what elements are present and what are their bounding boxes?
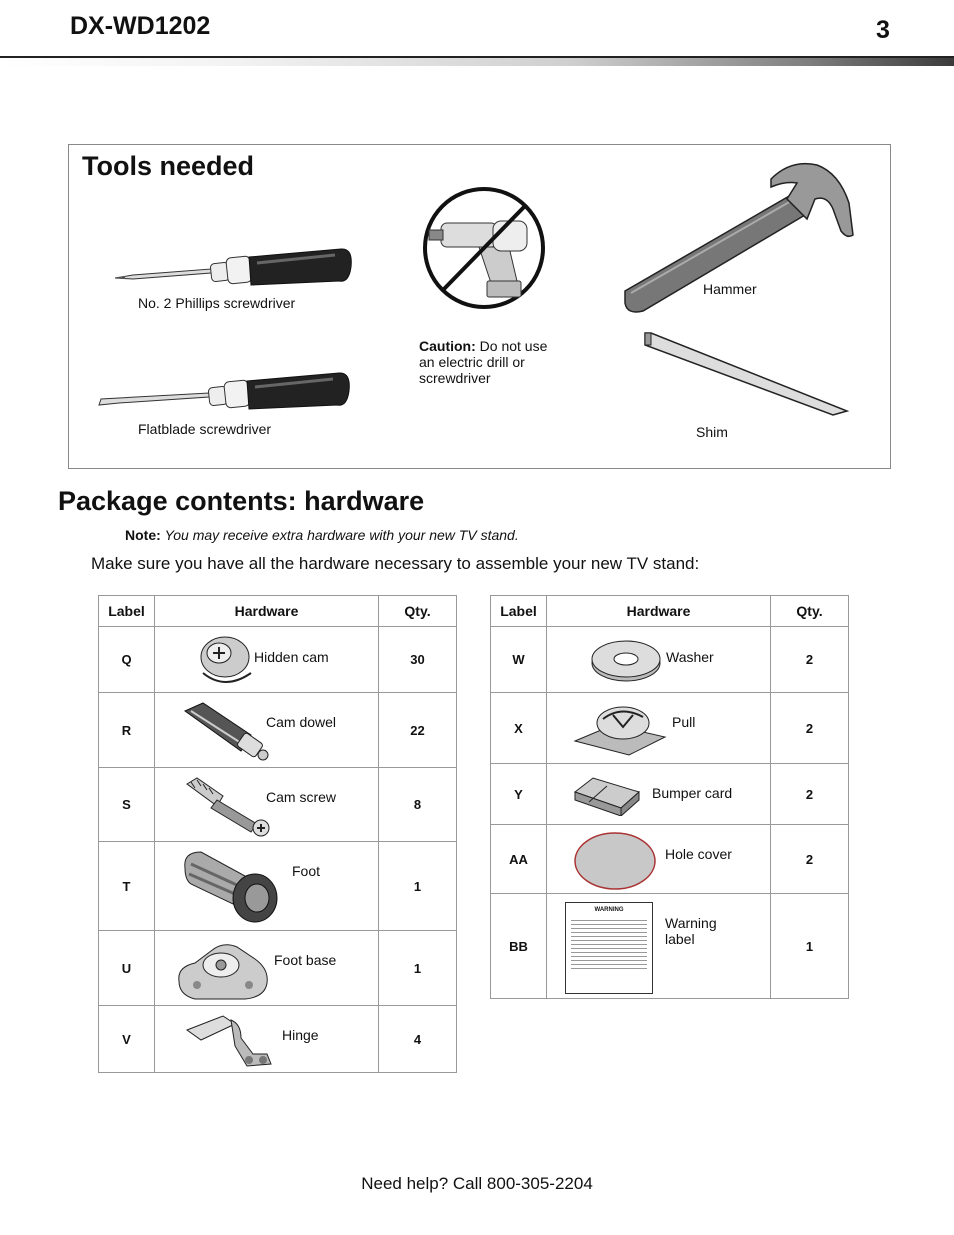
hardware-name: Hidden cam	[254, 649, 329, 665]
row-qty: 22	[379, 693, 457, 768]
row-hardware	[155, 842, 379, 931]
warning-label-icon	[565, 902, 653, 994]
page-number: 3	[876, 16, 890, 44]
col-hardware-header: Hardware	[547, 596, 771, 627]
row-qty: 1	[379, 842, 457, 931]
row-qty: 30	[379, 627, 457, 693]
warning-label-lines	[571, 917, 647, 969]
cam-dowel-icon	[181, 699, 271, 763]
row-qty: 2	[771, 764, 849, 825]
row-hardware	[547, 894, 771, 999]
hardware-name: Washer	[666, 649, 714, 665]
page-header-model: DX-WD1202	[70, 12, 211, 40]
row-qty: 2	[771, 825, 849, 894]
row-label: R	[99, 693, 155, 768]
row-qty: 8	[379, 768, 457, 842]
hammer-label: Hammer	[703, 281, 757, 297]
caution-bold: Caution:	[419, 338, 476, 354]
row-hardware	[155, 931, 379, 1006]
hardware-name: Cam dowel	[266, 714, 337, 730]
table-row	[99, 842, 457, 931]
row-label: V	[99, 1006, 155, 1073]
shim-icon	[643, 331, 849, 417]
hardware-name: Pull	[672, 714, 696, 730]
hardware-name: Foot base	[274, 952, 337, 968]
table-row	[99, 627, 457, 693]
row-hardware	[547, 825, 771, 894]
warning-label-heading: WARNING	[594, 907, 624, 913]
row-hardware	[155, 693, 379, 768]
col-qty-header: Qty.	[771, 596, 849, 627]
row-hardware	[155, 1006, 379, 1073]
col-hardware-header: Hardware	[155, 596, 379, 627]
row-label: BB	[491, 894, 547, 999]
col-label-header: Label	[99, 596, 155, 627]
caution-text	[419, 338, 554, 386]
bumper-card-icon	[573, 770, 643, 816]
row-hardware	[547, 627, 771, 693]
table-row	[99, 931, 457, 1006]
row-qty: 1	[771, 894, 849, 999]
table-row	[99, 1006, 457, 1073]
row-label: X	[491, 693, 547, 764]
row-qty: 4	[379, 1006, 457, 1073]
hardware-table-right	[490, 595, 849, 999]
hole-cover-icon	[573, 829, 657, 891]
footer-help: Need help? Call 800-305-2204	[361, 1174, 593, 1193]
row-qty: 2	[771, 627, 849, 693]
shim-label: Shim	[696, 424, 728, 440]
row-label: T	[99, 842, 155, 931]
row-label: S	[99, 768, 155, 842]
hardware-name: Hole cover	[665, 846, 732, 862]
table-row	[491, 627, 849, 693]
flatblade-screwdriver-icon	[97, 365, 359, 415]
package-contents-title: Package contents: hardware	[58, 486, 425, 516]
caution-body: Do not use an electric drill or screwdriver	[419, 338, 548, 386]
note	[125, 527, 519, 543]
row-hardware	[155, 768, 379, 842]
row-label: U	[99, 931, 155, 1006]
phillips-screwdriver-icon	[111, 241, 361, 291]
table-row	[491, 894, 849, 999]
row-qty: 2	[771, 693, 849, 764]
hardware-name: Bumper card	[652, 785, 733, 801]
col-qty-header: Qty.	[379, 596, 457, 627]
intro-text: Make sure you have all the hardware necessary to assemble your new TV stand:	[91, 554, 700, 573]
foot-icon	[181, 848, 281, 926]
no-drill-icon	[421, 185, 547, 311]
hardware-name: Hinge	[282, 1027, 319, 1043]
tools-needed-box	[68, 144, 891, 469]
row-hardware	[155, 627, 379, 693]
col-label-header: Label	[491, 596, 547, 627]
hardware-name: Foot	[292, 863, 321, 879]
tools-title: Tools needed	[82, 151, 255, 181]
table-header-row	[491, 596, 849, 627]
pull-icon	[573, 701, 669, 759]
cam-screw-icon	[183, 774, 275, 838]
table-row	[99, 768, 457, 842]
table-row	[491, 764, 849, 825]
hardware-table-left	[98, 595, 457, 1073]
phillips-label: No. 2 Phillips screwdriver	[138, 295, 296, 311]
table-row	[491, 693, 849, 764]
table-row	[491, 825, 849, 894]
hardware-name: Cam screw	[266, 789, 337, 805]
row-hardware	[547, 764, 771, 825]
note-text: You may receive extra hardware with your new TV stand.	[164, 527, 519, 543]
hinge-icon	[183, 1010, 279, 1070]
row-label: AA	[491, 825, 547, 894]
note-label: Note:	[125, 527, 161, 543]
foot-base-icon	[175, 937, 271, 1003]
flatblade-label: Flatblade screwdriver	[138, 421, 272, 437]
row-label: W	[491, 627, 547, 693]
table-header-row	[99, 596, 457, 627]
row-label: Y	[491, 764, 547, 825]
washer-icon	[589, 637, 663, 683]
table-row	[99, 693, 457, 768]
row-qty: 1	[379, 931, 457, 1006]
row-hardware	[547, 693, 771, 764]
hardware-name: Warning label	[665, 915, 717, 947]
header-rule	[0, 56, 954, 66]
row-label: Q	[99, 627, 155, 693]
